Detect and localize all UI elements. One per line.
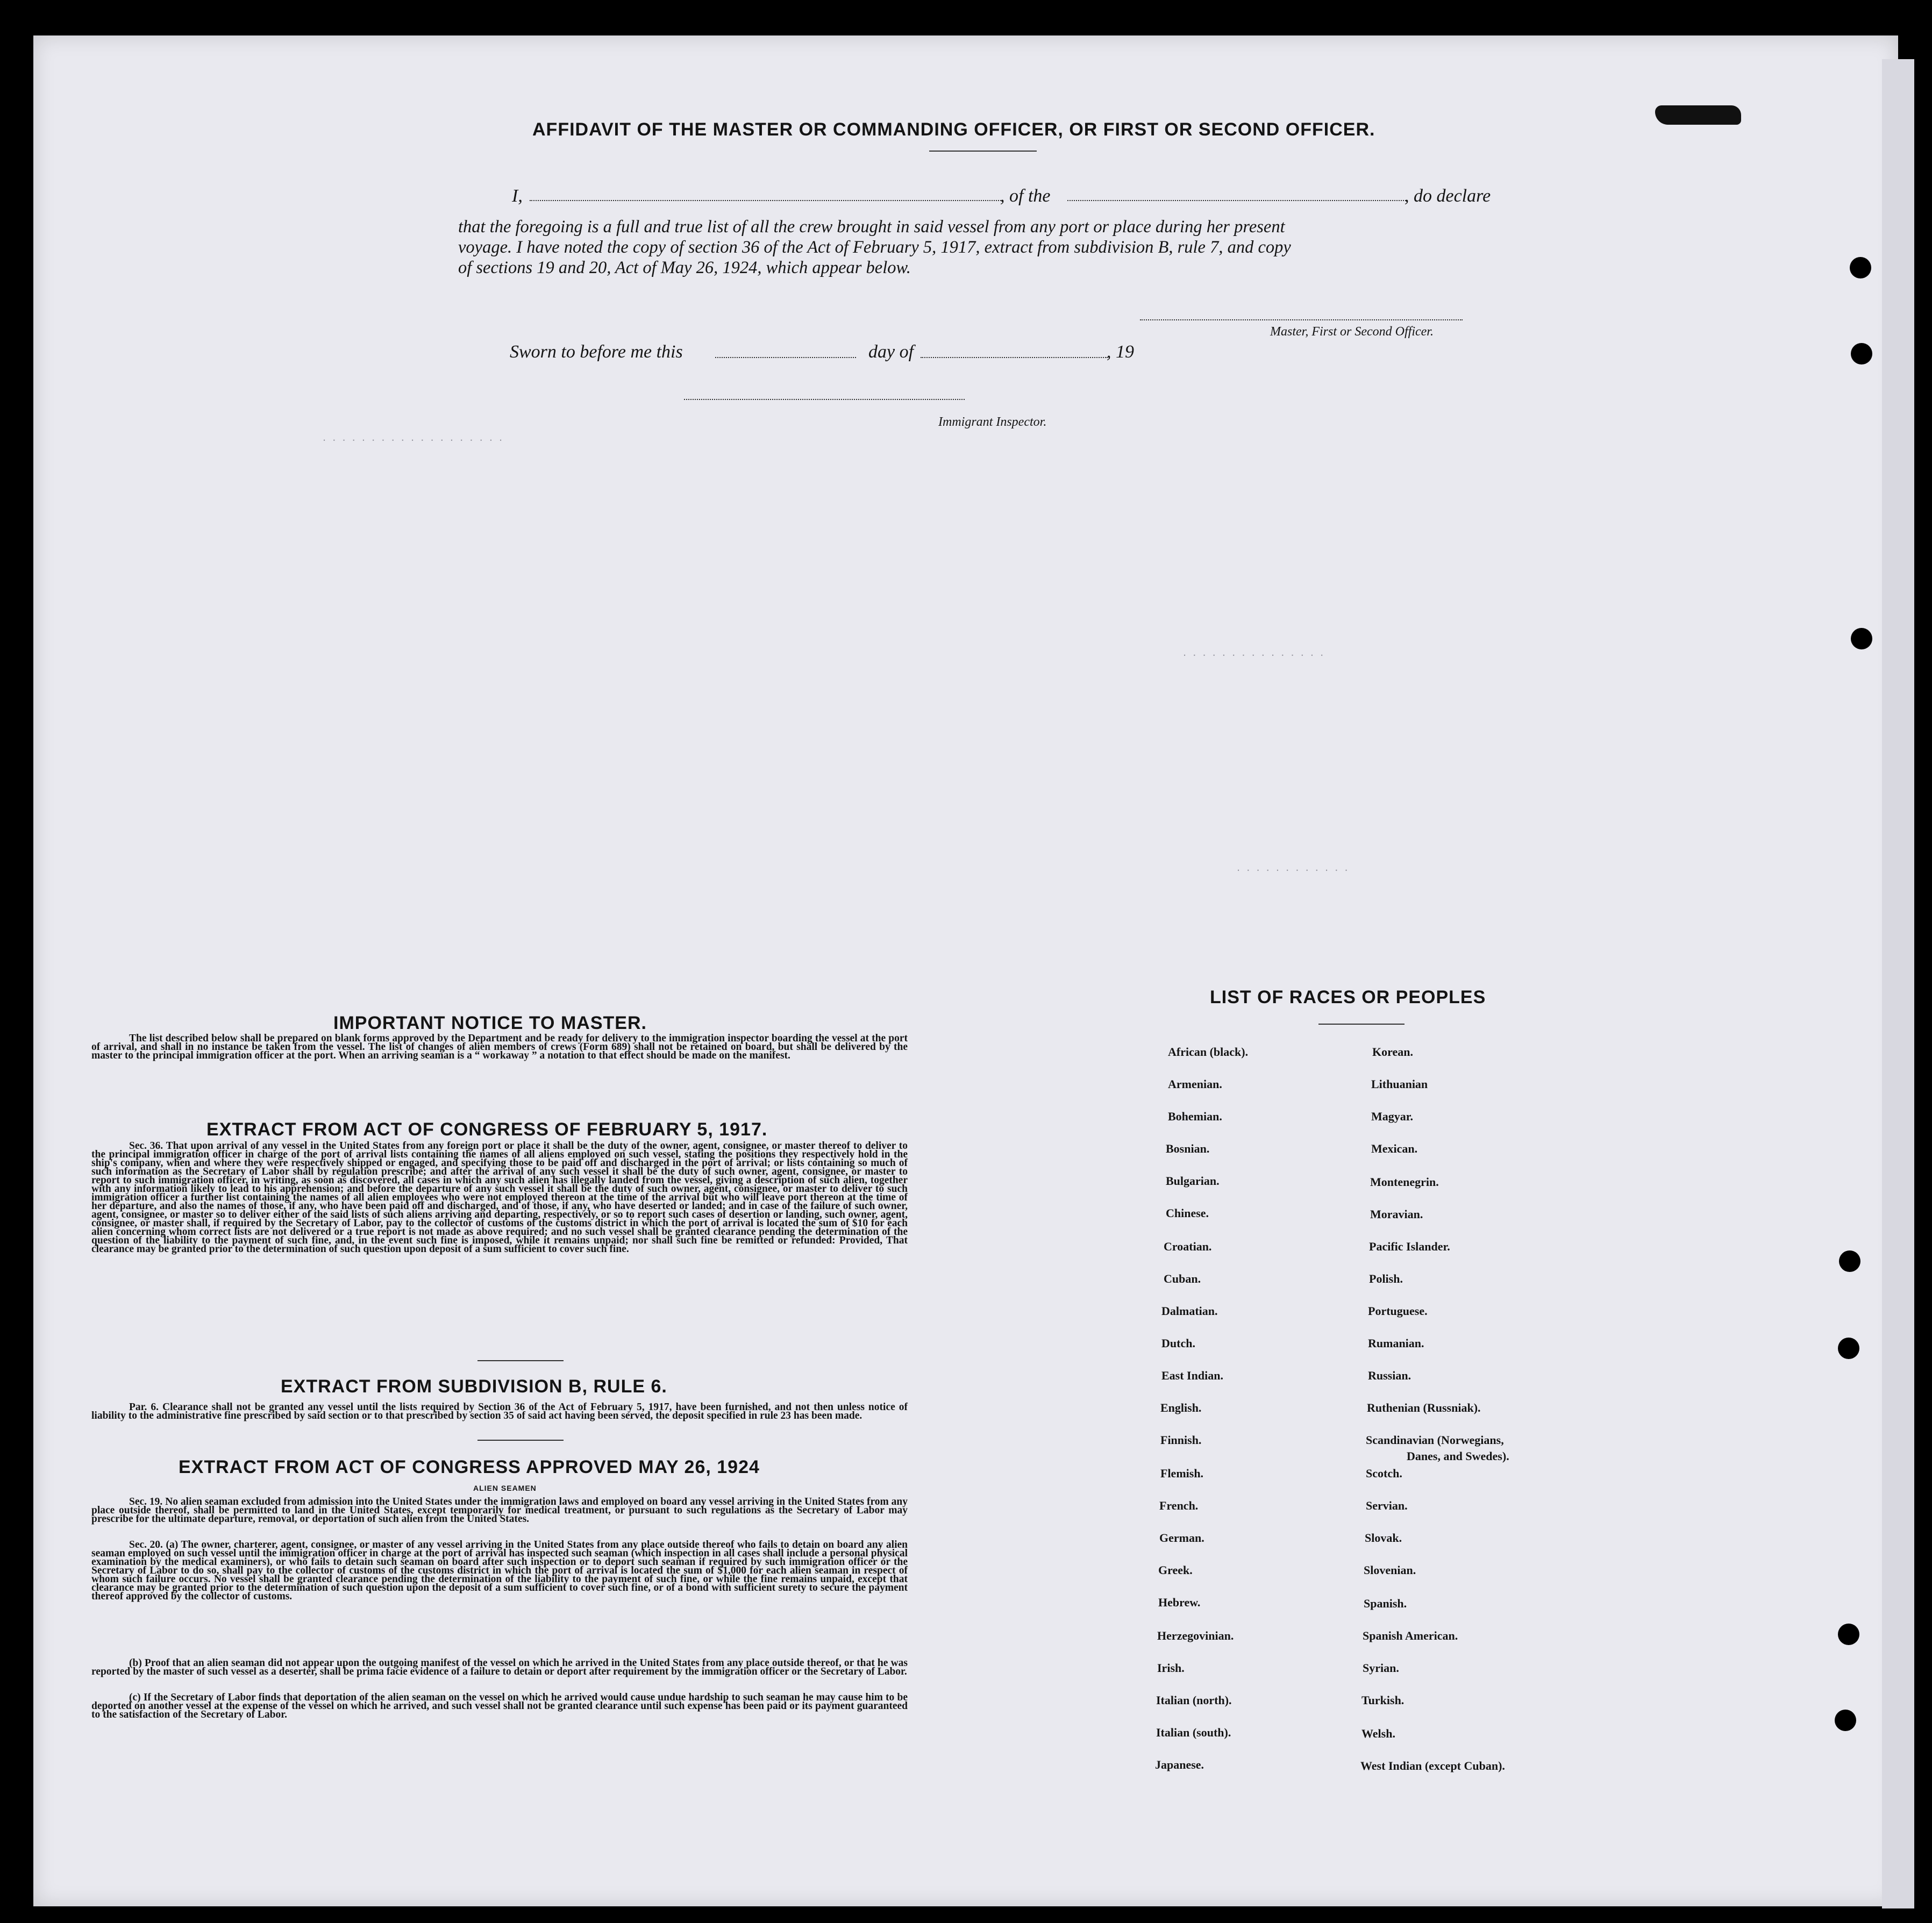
race-right: Scandinavian (Norwegians, (1366, 1433, 1504, 1447)
race-right: West Indian (except Cuban). (1360, 1759, 1505, 1772)
affidavit-declare-label: , do declare (1405, 186, 1491, 206)
race-right: Ruthenian (Russniak). (1367, 1401, 1481, 1414)
race-right: Polish. (1369, 1272, 1403, 1285)
race-left: Croatian. (1164, 1240, 1212, 1253)
extract-1917-title: EXTRACT FROM ACT OF CONGRESS OF FEBRUARY 5, 1917. (206, 1119, 768, 1140)
sec-20a-body: Sec. 20. (a) The owner, charterer, agent, consignee, or master of any vessel arriving in the United States from any place outside thereof who fails to detain on board any alien seaman employed on such vessel until the immigration officer in charge at the port of arrival has inspected such seaman (which inspection in all cases shall include a personal physical examination by the medical examiners), or who fails to detain such seaman on board after such inspection or to deport such seaman if required by such immigration officer or the Secretary of Labor to do so, shall pay to the collector of customs of the customs district in which the port of arrival is located the sum of $1,000 for each alien seaman in respect of whom such failure occurs. No vessel shall be granted clearance pending the determination of the liability to the payment of such fine, or while the fine remains unpaid, except that clearance may be granted prior to the determination of such question upon the deposit of a sum sufficient to cover such fine, or of a bond with sufficient surety to secure the payment thereof approved by the collector of customs. (91, 1539, 908, 1602)
sworn-label: Sworn to before me this (510, 342, 683, 362)
affidavit-of-the-label: , of the (1000, 186, 1051, 206)
race-left: German. (1159, 1531, 1204, 1545)
race-left: Finnish. (1160, 1433, 1202, 1447)
affidavit-line-4: of sections 19 and 20, Act of May 26, 1924, which appear below. (458, 258, 911, 277)
sec-19-body: Sec. 19. No alien seaman excluded from admission into the United States under the immigration laws and employed on board any vessel arriving in the United States from any place outside thereof, shall be permitted to land in the United States, except temporarily for medical treatment, or pursuant to such regulations as the Secretary of Labor may prescribe for the ultimate departure, removal, or deportation of such alien from the United States. (91, 1496, 908, 1525)
subdivision-body: Par. 6. Clearance shall not be granted any vessel until the lists required by Section 36 of the Act of February 5, 1917, have been furnished, and not then unless notice of liability to the administrative fine prescribed by said section or to that prescribed by section 35 of said act having been served, the deposit specified in rule 23 has been made. (91, 1402, 908, 1421)
bleed-through: . . . . . . . . . . . . (1237, 860, 1350, 874)
extract-1917-body: Sec. 36. That upon arrival of any vessel in the United States from any foreign port or place it shall be the duty of the owner, agent, consignee, or master thereof to deliver to the principal immigration officer in charge of the port of arrival lists containing the names of all aliens employed on such vessel, stating the positions they respectively hold in the ship's company, when and where they were respectively shipped or engaged, and specifying those to be paid off and discharged in the port of arrival; or lists containing so much of such information as the Secretary of Labor shall by regulation prescribe; and after the arrival of any such vessel it shall be the duty of such owner, agent, consignee, or master to report to such immigration officer, in writing, as soon as discovered, all cases in which any such alien has illegally landed from the vessel, giving a description of such alien, together with any information likely to lead to his apprehension; and before the departure of any such vessel it shall be the duty of such owner, agent, consignee, or master to deliver to such immigration officer a further list containing the names of all alien employees who were not employed thereon at the time of the arrival but who will leave port thereon at the time of her departure, and also the names of those, if any, who have been paid off and discharged, and of those, if any, who have deserted or landed; and in case of the failure of such owner, agent, consignee, or master so to deliver either of the said lists of such aliens arriving and departing, respectively, or so to report such cases of desertion or landing, such owner, agent, consignee, or master shall, if required by the Secretary of Labor, pay to the collector of customs of the customs district in which the port of arrival is located the sum of $10 for each alien concerning whom correct lists are not delivered or a true report is not made as above required; and no such vessel shall be granted clearance pending the determination of the question of the liability to the payment of such fine, and, in the event such fine is imposed, while it remains unpaid; nor shall such fine be remitted or refunded: Provided, That clearance may be granted prior to the determination of such question upon deposit of a sum sufficient to cover such fine. (91, 1140, 908, 1255)
race-left: Herzegovinian. (1157, 1629, 1234, 1642)
races-title: LIST OF RACES OR PEOPLES (1210, 987, 1486, 1007)
sheet-edge (1882, 59, 1914, 1908)
signature-caption: Master, First or Second Officer. (1270, 325, 1434, 339)
affidavit-line-2: that the foregoing is a full and true list of all the crew brought in said vessel from any port or place during her present (458, 217, 1285, 237)
extract-1924-subtitle: ALIEN SEAMEN (473, 1484, 537, 1492)
divider (477, 1360, 564, 1361)
race-left: Cuban. (1164, 1272, 1201, 1285)
sec-20b-body: (b) Proof that an alien seaman did not appear upon the outgoing manifest of the vessel on which he arrived in the United States from any place outside thereof, or that he was reported by the master of such vessel as a deserter, shall be prima facie evidence of a failure to detain or deport after requirement by the immigration officer or the Secretary of Labor. (91, 1657, 908, 1677)
race-left: Dalmatian. (1161, 1304, 1218, 1318)
punch-hole (1838, 1338, 1859, 1359)
day-of-label: day of (868, 342, 914, 362)
race-right: Magyar. (1371, 1110, 1414, 1123)
subdivision-title: EXTRACT FROM SUBDIVISION B, RULE 6. (281, 1376, 667, 1397)
race-right: Lithuanian (1371, 1077, 1428, 1091)
title-underline (929, 151, 1037, 152)
sworn-day-field[interactable] (715, 357, 856, 358)
document-sheet (33, 35, 1898, 1906)
divider (477, 1440, 564, 1441)
race-left: Flemish. (1160, 1467, 1204, 1480)
inspector-caption: Immigrant Inspector. (938, 415, 1047, 429)
name-field[interactable] (530, 200, 1003, 201)
race-left: Bohemian. (1168, 1110, 1222, 1123)
sworn-month-field[interactable] (921, 357, 1108, 358)
race-left: Italian (north). (1156, 1693, 1232, 1707)
race-left: Hebrew. (1158, 1596, 1201, 1609)
race-left: French. (1159, 1499, 1199, 1512)
race-left: English. (1160, 1401, 1202, 1414)
bleed-through: . . . . . . . . . . . . . . . . . . . (323, 430, 504, 444)
ink-blot (1655, 105, 1741, 125)
race-right: Spanish American. (1363, 1629, 1458, 1642)
punch-hole (1850, 257, 1871, 278)
race-right: Servian. (1366, 1499, 1408, 1512)
race-right: Korean. (1372, 1045, 1413, 1059)
race-left: Irish. (1157, 1661, 1185, 1675)
vessel-field[interactable] (1067, 200, 1406, 201)
race-right: Mexican. (1371, 1142, 1418, 1155)
year-label: , 19 (1107, 342, 1134, 362)
extract-1924-title: EXTRACT FROM ACT OF CONGRESS APPROVED MAY 26, 1924 (179, 1457, 760, 1477)
race-right: Moravian. (1370, 1207, 1423, 1221)
races-title-underline (1318, 1024, 1405, 1025)
race-right-continued: Danes, and Swedes). (1407, 1449, 1509, 1463)
race-left: African (black). (1168, 1045, 1249, 1059)
punch-hole (1851, 343, 1872, 364)
race-right: Slovak. (1365, 1531, 1402, 1545)
notice-title: IMPORTANT NOTICE TO MASTER. (333, 1013, 647, 1033)
affidavit-i-label: I, (512, 186, 523, 206)
race-right: Slovenian. (1364, 1563, 1416, 1577)
race-left: Japanese. (1155, 1758, 1204, 1771)
race-left: Dutch. (1161, 1336, 1195, 1350)
affidavit-line-3: voyage. I have noted the copy of section 36 of the Act of February 5, 1917, extract from subdivision B, rule 7, and copy (458, 238, 1291, 257)
punch-hole (1839, 1250, 1860, 1272)
signature-field[interactable] (1140, 319, 1463, 320)
race-right: Spanish. (1364, 1597, 1407, 1610)
race-right: Russian. (1368, 1369, 1411, 1382)
punch-hole (1838, 1624, 1859, 1645)
race-right: Rumanian. (1368, 1336, 1424, 1350)
race-left: Greek. (1158, 1563, 1193, 1577)
race-right: Portuguese. (1368, 1304, 1428, 1318)
bleed-through: . . . . . . . . . . . . . . . (1183, 645, 1325, 659)
race-right: Scotch. (1366, 1467, 1402, 1480)
race-left: Bulgarian. (1166, 1174, 1220, 1188)
inspector-signature-field[interactable] (684, 399, 965, 400)
affidavit-title: AFFIDAVIT OF THE MASTER OR COMMANDING OFFICER, OR FIRST OR SECOND OFFICER. (532, 119, 1375, 140)
race-right: Syrian. (1363, 1661, 1399, 1675)
punch-hole (1835, 1710, 1856, 1731)
race-left: Italian (south). (1156, 1726, 1231, 1739)
race-left: Armenian. (1168, 1077, 1222, 1091)
punch-hole (1851, 628, 1872, 649)
race-right: Pacific Islander. (1369, 1240, 1450, 1253)
race-left: Bosnian. (1166, 1142, 1210, 1155)
race-right: Turkish. (1361, 1693, 1405, 1707)
race-right: Montenegrin. (1370, 1175, 1439, 1189)
race-right: Welsh. (1361, 1727, 1395, 1740)
race-left: East Indian. (1161, 1369, 1223, 1382)
sec-20c-body: (c) If the Secretary of Labor finds that deportation of the alien seaman on the vessel on which he arrived would cause undue hardship to such seaman he may cause him to be deported on another vessel at the expense of the vessel on which he arrived, and such vessel shall not be granted clearance until such expense has been paid or its payment guaranteed to the satisfaction of the Secretary of Labor. (91, 1692, 908, 1720)
race-left: Chinese. (1166, 1206, 1209, 1220)
notice-body: The list described below shall be prepared on blank forms approved by the Department and be ready for delivery to the immigration inspector boarding the vessel at the port of arrival, and shall in no instance be taken from the vessel. The list of changes of alien members of crews (Form 689) shall not be retained on board, but shall be delivered by the master to the principal immigration officer at the port. When an arriving seaman is a “ workaway ” a notation to that effect should be made on the manifest. (91, 1033, 908, 1061)
